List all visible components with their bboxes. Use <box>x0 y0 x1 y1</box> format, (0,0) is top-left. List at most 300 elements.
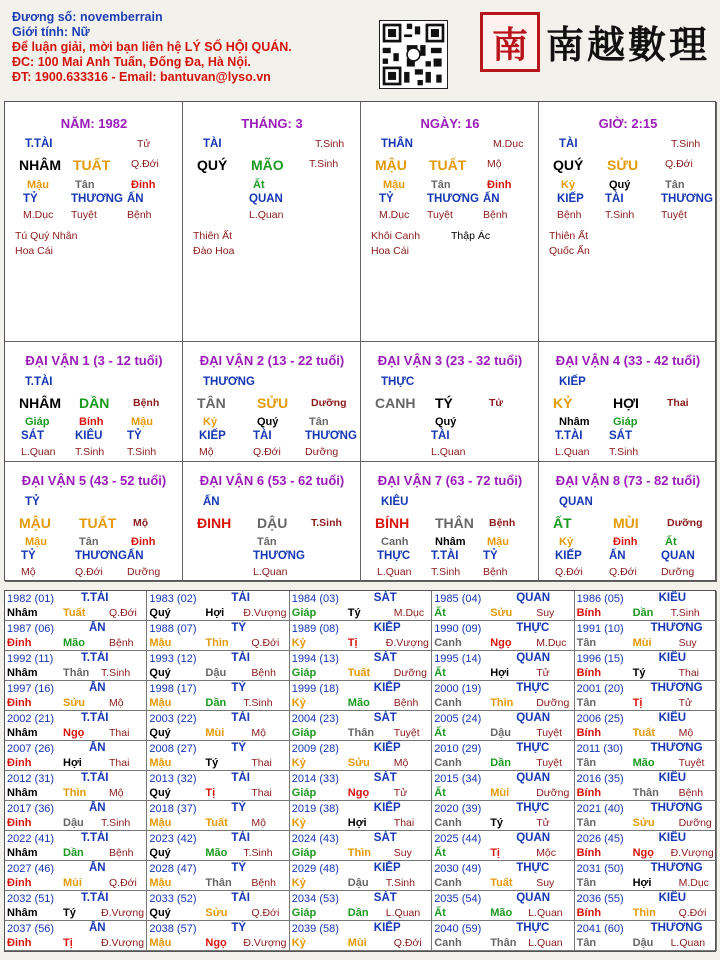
annual-cell <box>575 591 717 621</box>
annual-star: TÀI <box>231 712 250 724</box>
hidden-stem: Đinh <box>613 536 638 548</box>
annual-cell <box>575 741 717 771</box>
pillar-stem: NHÂM <box>19 157 61 173</box>
hidden-stem: Quý <box>257 416 279 428</box>
annual-branch: Mão <box>490 907 513 919</box>
annual-star: T.TÀI <box>81 592 109 604</box>
hidden-star: THƯƠNG <box>661 193 713 205</box>
pillar-branch: MÃO <box>251 157 284 173</box>
annual-branch: Dậu <box>63 817 84 829</box>
annual-star: QUAN <box>516 712 551 724</box>
annual-cell <box>290 741 432 771</box>
dai-van-stem: MẬU <box>19 515 51 531</box>
annual-stem: Giáp <box>291 847 317 859</box>
annual-star: QUAN <box>516 892 551 904</box>
hidden-star: ẤN <box>483 193 500 205</box>
annual-branch: Thìn <box>347 847 372 859</box>
year-label: 2032 (51) <box>7 893 55 905</box>
annual-star: ẤN <box>89 742 106 754</box>
chart-grid <box>4 101 716 581</box>
annual-cell <box>290 861 432 891</box>
hidden-state: L.Quan <box>377 566 412 578</box>
annual-branch: Mùi <box>205 727 225 739</box>
hidden-stem: Tân <box>75 179 95 191</box>
pillar-note: Quốc Ấn <box>549 245 590 257</box>
annual-state: T.Sinh <box>101 667 131 679</box>
annual-branch: Tuất <box>347 667 371 679</box>
annual-cell <box>5 681 147 711</box>
annual-stem: Giáp <box>291 667 317 679</box>
annual-stem: Quý <box>149 907 171 919</box>
hidden-state: Q.Đới <box>253 446 281 458</box>
annual-star: THỰC <box>516 622 550 634</box>
hidden-state: Bệnh <box>557 209 582 221</box>
year-label: 1993 (12) <box>149 653 197 665</box>
annual-state: Thai <box>393 817 415 829</box>
hidden-star: THƯƠNG <box>427 193 479 205</box>
annual-stem: Kỷ <box>291 937 306 949</box>
annual-star: TÀI <box>231 892 250 904</box>
annual-stem: Mậu <box>149 877 172 889</box>
pillar-branch: TUẤT <box>429 157 467 173</box>
dai-van-state: Mộ <box>133 517 149 529</box>
annual-stem: Bính <box>576 727 602 739</box>
subject-name: novemberrain <box>79 10 163 24</box>
annual-state: Tuyệt <box>536 727 563 739</box>
year-label: 2020 (39) <box>434 803 482 815</box>
hidden-star: ẤN <box>127 550 144 562</box>
hidden-stem: Tân <box>79 536 99 548</box>
annual-stem: Bính <box>576 607 602 619</box>
annual-branch: Hợi <box>63 757 82 769</box>
dai-van-title: ĐẠI VẬN 5 (43 - 52 tuổi) <box>21 473 167 488</box>
annual-state: Thai <box>678 667 700 679</box>
pillar-stem: MẬU <box>375 157 407 173</box>
annual-branch: Mùi <box>63 877 82 889</box>
annual-cell <box>5 621 147 651</box>
hidden-state: T.Sinh <box>127 446 157 458</box>
annual-cell <box>432 801 574 831</box>
hidden-stem: Giáp <box>25 416 50 428</box>
annual-cell <box>575 891 717 921</box>
year-label: 1986 (05) <box>576 593 624 605</box>
annual-state: Q.Đới <box>678 907 707 919</box>
dai-van-branch: THÂN <box>435 515 474 531</box>
year-label: 2035 (54) <box>434 893 482 905</box>
annual-branch: Mùi <box>632 637 652 649</box>
annual-cell <box>432 741 574 771</box>
year-label: 2011 (30) <box>576 743 623 755</box>
year-label: 2015 (34) <box>434 773 482 785</box>
pillar-star-state: T.Sinh <box>315 138 345 150</box>
annual-cell <box>432 621 574 651</box>
annual-stem: Giáp <box>291 907 317 919</box>
annual-branch: Mùi <box>490 787 510 799</box>
annual-state: Thai <box>251 787 272 799</box>
annual-stem: Ất <box>434 607 446 619</box>
year-label: 2041 (60) <box>576 923 624 935</box>
annual-star: KIÊU <box>658 652 687 664</box>
annual-cell <box>5 591 147 621</box>
hidden-state: Q.Đới <box>609 566 637 578</box>
annual-cell <box>147 741 289 771</box>
hidden-stem: Đinh <box>131 536 156 548</box>
year-label: 2029 (48) <box>291 863 339 875</box>
annual-stem: Quý <box>149 607 171 619</box>
annual-cell <box>147 831 289 861</box>
pillar-stem: QUÝ <box>197 157 228 173</box>
pillar-title: NĂM: 1982 <box>60 116 128 131</box>
brand-logo: 南越數理 <box>546 22 711 67</box>
year-label: 2013 (32) <box>149 773 197 785</box>
annual-branch: Ngọ <box>347 787 370 799</box>
year-label: 1988 (07) <box>149 623 197 635</box>
dai-van-state: Bệnh <box>133 397 160 409</box>
annual-star: T.TÀI <box>81 892 109 904</box>
year-label: 2016 (35) <box>576 773 624 785</box>
annual-state: T.Sinh <box>670 607 700 619</box>
annual-branch: Tý <box>205 757 219 769</box>
annual-cell <box>432 591 574 621</box>
annual-stem: Đinh <box>7 937 32 949</box>
annual-state: L.Quan <box>528 937 563 949</box>
annual-star: SÁT <box>373 892 397 904</box>
hidden-star: SÁT <box>21 430 44 442</box>
annual-branch: Dần <box>205 697 227 709</box>
annual-star: SÁT <box>373 832 397 844</box>
annual-star: TỶ <box>231 802 247 814</box>
annual-stem: Ất <box>434 667 446 679</box>
annual-cell <box>575 771 717 801</box>
annual-branch: Dậu <box>632 937 654 949</box>
annual-stem: Canh <box>434 817 462 829</box>
hidden-state: L.Quan <box>249 209 284 221</box>
dai-van-title: ĐẠI VẬN 8 (73 - 82 tuổi) <box>555 473 701 488</box>
annual-star: ẤN <box>89 862 106 874</box>
annual-star: ẤN <box>89 682 106 694</box>
hidden-star: KIẾP <box>555 550 582 562</box>
annual-star: THỰC <box>516 922 550 934</box>
annual-stem: Tân <box>576 637 597 649</box>
annual-star: KIẾP <box>373 802 401 814</box>
pillar-branch-state: Mộ <box>487 158 502 170</box>
annual-cell <box>290 801 432 831</box>
hidden-star: THƯƠNG <box>305 430 357 442</box>
pillar-branch: TUẤT <box>73 157 111 173</box>
annual-cell <box>575 861 717 891</box>
annual-cell <box>5 801 147 831</box>
hidden-state: Mộ <box>21 566 36 578</box>
hidden-state: Tuyệt <box>661 209 687 221</box>
annual-branch: Mão <box>63 637 85 649</box>
annual-branch: Tị <box>63 937 73 949</box>
annual-branch: Thân <box>347 727 375 739</box>
hidden-state: Mộ <box>199 446 214 458</box>
dai-van-title: ĐẠI VẬN 3 (23 - 32 tuổi) <box>377 353 523 368</box>
annual-state: Tử <box>393 787 408 799</box>
hidden-state: Q.Đới <box>75 566 103 578</box>
annual-state: Mộ <box>251 817 266 829</box>
annual-star: THỰC <box>516 802 550 814</box>
hidden-star: TỶ <box>23 193 38 205</box>
annual-star: QUAN <box>516 772 551 784</box>
dai-van-state: T.Sinh <box>311 517 342 529</box>
annual-stem: Ất <box>434 907 446 919</box>
annual-star: T.TÀI <box>81 652 109 664</box>
annual-state: Suy <box>678 637 697 649</box>
annual-star: KIẾP <box>373 622 401 634</box>
pillar-stem: QUÝ <box>553 157 584 173</box>
year-label: 1999 (18) <box>291 683 339 695</box>
annual-state: Suy <box>536 877 555 889</box>
hidden-star: T.TÀI <box>431 550 459 562</box>
dai-van-star: KIẾP <box>559 376 586 388</box>
annual-state: Bệnh <box>251 877 276 889</box>
year-label: 1982 (01) <box>7 593 55 605</box>
hidden-stem: Mậu <box>131 416 153 428</box>
annual-stem: Nhâm <box>7 727 38 739</box>
year-label: 2009 (28) <box>291 743 339 755</box>
annual-stem: Kỷ <box>291 877 306 889</box>
annual-state: Thai <box>251 757 272 769</box>
annual-star: KIÊU <box>658 772 687 784</box>
dai-van-star: QUAN <box>559 496 593 508</box>
annual-star: KIÊU <box>658 832 687 844</box>
annual-state: Thai <box>109 727 130 739</box>
pillar-branch-state: Q.Đới <box>665 158 693 170</box>
annual-branch: Tị <box>490 847 500 859</box>
annual-stem: Canh <box>434 637 462 649</box>
annual-branch: Tuất <box>490 877 513 889</box>
annual-cell <box>290 891 432 921</box>
hidden-stem: Nhâm <box>559 416 590 428</box>
annual-cell <box>147 591 289 621</box>
hidden-stem: Quý <box>435 416 457 428</box>
annual-state: Mộc <box>536 847 557 859</box>
hidden-star: T.TÀI <box>555 430 583 442</box>
pillar-note: Thập Ác <box>451 230 491 242</box>
annual-branch: Sửu <box>490 607 513 619</box>
year-label: 2004 (23) <box>291 713 339 725</box>
annual-cell <box>432 711 574 741</box>
pillar-branch: SỬU <box>607 157 639 173</box>
annual-stem: Giáp <box>291 607 317 619</box>
annual-cell <box>147 771 289 801</box>
annual-cell <box>290 831 432 861</box>
annual-branch: Thân <box>63 667 90 679</box>
annual-star: TỶ <box>231 742 247 754</box>
annual-branch: Thìn <box>63 787 87 799</box>
year-label: 1983 (02) <box>149 593 197 605</box>
hidden-star: THƯƠNG <box>75 550 127 562</box>
annual-branch: Dần <box>490 757 511 769</box>
year-label: 1994 (13) <box>291 653 339 665</box>
annual-branch: Dậu <box>490 727 511 739</box>
annual-state: T.Sinh <box>385 877 415 889</box>
dai-van-star: THỰC <box>381 376 415 388</box>
annual-stem: Quý <box>149 787 171 799</box>
annual-state: Bệnh <box>109 637 134 649</box>
annual-state: Dưỡng <box>536 787 570 799</box>
annual-star: SÁT <box>373 592 397 604</box>
annual-cycle-table <box>4 590 716 952</box>
annual-stem: Kỷ <box>291 637 306 649</box>
hidden-state: Bệnh <box>127 209 152 221</box>
dai-van-stem: CANH <box>375 395 416 411</box>
annual-stem: Kỷ <box>291 817 306 829</box>
annual-branch: Thìn <box>205 637 229 649</box>
annual-state: Mộ <box>251 727 266 739</box>
annual-cell <box>5 711 147 741</box>
year-label: 2021 (40) <box>576 803 624 815</box>
dai-van-title: ĐẠI VẬN 4 (33 - 42 tuổi) <box>555 353 701 368</box>
seal-stamp <box>480 12 540 72</box>
annual-star: TÀI <box>231 652 250 664</box>
year-label: 2005 (24) <box>434 713 482 725</box>
annual-cell <box>147 621 289 651</box>
annual-cell <box>290 621 432 651</box>
hidden-star: TÀI <box>605 193 624 205</box>
annual-stem: Đinh <box>7 877 32 889</box>
annual-star: TỶ <box>231 862 247 874</box>
annual-star: KIẾP <box>373 862 401 874</box>
annual-state: Mộ <box>109 697 124 709</box>
annual-state: Mộ <box>393 757 409 769</box>
annual-star: TỶ <box>231 682 247 694</box>
hidden-stem: Mậu <box>25 536 47 548</box>
year-label: 2024 (43) <box>291 833 339 845</box>
annual-star: THƯƠNG <box>650 742 703 754</box>
annual-stem: Tân <box>576 757 597 769</box>
year-label: 2000 (19) <box>434 683 482 695</box>
year-label: 1984 (03) <box>291 593 339 605</box>
annual-state: M.Dục <box>536 637 567 649</box>
annual-state: Suy <box>393 847 412 859</box>
pillar-branch-state: Q.Đới <box>131 158 159 170</box>
annual-star: TÀI <box>231 772 250 784</box>
address-line: ĐC: 100 Mai Anh Tuấn, Đống Đa, Hà Nội. <box>12 55 251 69</box>
year-label: 2038 (57) <box>149 923 197 935</box>
annual-state: Dưỡng <box>393 667 427 679</box>
annual-stem: Nhâm <box>7 847 38 859</box>
annual-star: ẤN <box>89 622 106 634</box>
dai-van-star: TỶ <box>25 496 40 508</box>
hidden-star: TỶ <box>21 550 36 562</box>
hidden-state: Tuyệt <box>71 209 97 221</box>
annual-cell <box>575 921 717 951</box>
annual-state: Tử <box>536 667 550 679</box>
year-label: 2002 (21) <box>7 713 55 725</box>
annual-stem: Canh <box>434 937 462 949</box>
year-label: 1989 (08) <box>291 623 339 635</box>
annual-stem: Kỷ <box>291 757 306 769</box>
annual-branch: Tuất <box>205 817 228 829</box>
year-label: 2012 (31) <box>7 773 55 785</box>
dai-van-star: ẤN <box>203 496 220 508</box>
year-label: 2018 (37) <box>149 803 197 815</box>
annual-star: THƯƠNG <box>650 802 703 814</box>
year-label: 2007 (26) <box>7 743 55 755</box>
annual-cell <box>575 801 717 831</box>
annual-stem: Ất <box>434 727 446 739</box>
annual-branch: Tý <box>490 817 504 829</box>
annual-star: T.TÀI <box>81 772 109 784</box>
annual-branch: Thân <box>632 787 659 799</box>
hidden-stem: Tân <box>257 536 277 548</box>
annual-stem: Mậu <box>149 697 172 709</box>
annual-stem: Tân <box>576 877 597 889</box>
year-label: 2039 (58) <box>291 923 339 935</box>
dai-van-branch: DẬU <box>257 515 288 531</box>
year-label: 1996 (15) <box>576 653 624 665</box>
annual-branch: Thìn <box>632 907 656 919</box>
annual-star: SÁT <box>373 772 397 784</box>
phone-email-line: ĐT: 1900.633316 - Email: bantuvan@lyso.vn <box>12 70 271 84</box>
hidden-stem: Mậu <box>383 179 405 191</box>
annual-star: THƯƠNG <box>650 622 703 634</box>
annual-state: Q.Đới <box>109 607 137 619</box>
year-label: 2008 (27) <box>149 743 197 755</box>
annual-branch: Thìn <box>490 697 514 709</box>
hidden-stem: Canh <box>381 536 409 548</box>
year-label: 2001 (20) <box>576 683 624 695</box>
annual-state: Bệnh <box>393 697 419 709</box>
annual-stem: Giáp <box>291 727 317 739</box>
annual-cell <box>147 651 289 681</box>
annual-stem: Nhâm <box>7 667 38 679</box>
annual-cell <box>432 771 574 801</box>
hidden-star: KIÊU <box>75 430 103 442</box>
annual-stem: Ất <box>434 787 446 799</box>
annual-state: L.Quan <box>528 907 563 919</box>
hidden-stem: Nhâm <box>435 536 466 548</box>
annual-state: Tử <box>536 817 550 829</box>
hidden-state: T.Sinh <box>431 566 461 578</box>
annual-cell <box>432 861 574 891</box>
hidden-star: THƯƠNG <box>71 193 123 205</box>
annual-branch: Tị <box>632 697 643 709</box>
annual-branch: Sửu <box>63 697 86 709</box>
annual-state: T.Sinh <box>243 847 273 859</box>
annual-state: Đ.Vượng <box>385 637 429 649</box>
pillar-star-state: T.Sinh <box>671 138 701 150</box>
hidden-state: M.Dục <box>379 209 410 221</box>
annual-stem: Đinh <box>7 697 32 709</box>
annual-star: THƯƠNG <box>650 682 703 694</box>
hidden-star: THỰC <box>377 550 411 562</box>
hidden-stem: Tân <box>431 179 451 191</box>
annual-stem: Nhâm <box>7 787 38 799</box>
annual-stem: Mậu <box>149 937 172 949</box>
annual-star: THỰC <box>516 862 550 874</box>
gender-value: Nữ <box>71 25 90 39</box>
dai-van-stem: ẤT <box>553 515 572 531</box>
year-label: 2026 (45) <box>576 833 624 845</box>
annual-branch: Hợi <box>347 817 367 829</box>
annual-branch: Hợi <box>632 877 652 889</box>
hidden-stem: Đinh <box>487 179 512 191</box>
annual-state: M.Dục <box>678 877 709 889</box>
annual-star: TÀI <box>231 592 250 604</box>
dai-van-stem: ĐINH <box>197 515 232 531</box>
year-label: 1998 (17) <box>149 683 197 695</box>
annual-star: KIẾP <box>373 922 401 934</box>
annual-stem: Kỷ <box>291 697 306 709</box>
pillar-title: GIỜ: 2:15 <box>598 116 658 131</box>
annual-branch: Tý <box>347 607 361 619</box>
subject-label: Đương số: <box>12 10 77 24</box>
hidden-state: Dưỡng <box>305 446 339 458</box>
